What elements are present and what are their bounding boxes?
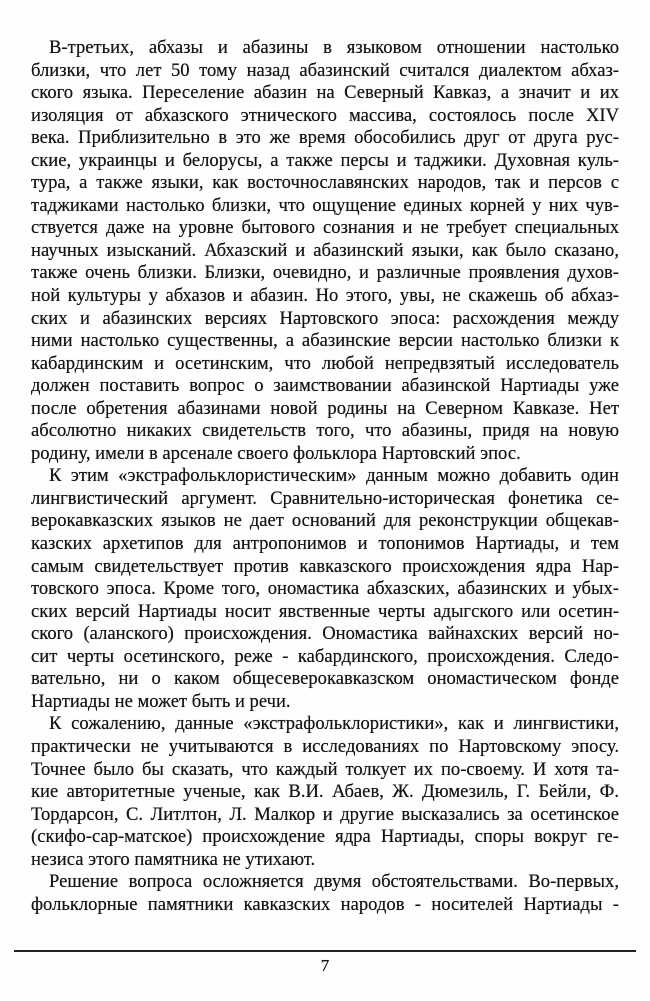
text-line: (скифо-сар-матское) происхождение ядра Нартиады, споры вокруг ге- [31, 826, 619, 848]
text-line: верокавказских языков не дает оснований для реконструкции общекав- [31, 510, 619, 532]
page-number: 7 [320, 956, 330, 975]
text-line: изоляция от абхазского этнического массива, состоялось после XIV [31, 104, 619, 126]
text-line: также очень близки. Близки, очевидно, и различные проявления духов- [31, 262, 619, 284]
text-line: казских архетипов для антропонимов и топонимов Нартиады, и тем [31, 533, 619, 555]
text-line: кие авторитетные ученые, как В.И. Абаев, Ж. Дюмезиль, Г. Бейли, Ф. [31, 781, 619, 803]
text-line: ними настолько существенны, а абазинские версии настолько близки к [31, 330, 619, 352]
text-line: ские, украинцы и белорусы, а также персы и таджики. Духовная куль- [31, 149, 619, 171]
text-line: века. Приблизительно в это же время обособились друг от друга рус- [31, 127, 619, 149]
text-line: К сожалению, данные «экстрафольклористики», как и лингвистики, [49, 713, 619, 735]
text-line: тура, а также языки, как восточнославянских народов, так и персов с [31, 172, 619, 194]
text-line: таджиками настолько близки, что ощущение единых корней у них чув- [31, 194, 619, 216]
text-line: ских версий Нартиады носит явственные черты адыгского или осетин- [31, 600, 619, 622]
text-line: Решение вопроса осложняется двумя обстоятельствами. Во-первых, [49, 871, 619, 893]
text-line: фольклорные памятники кавказских народов - носителей Нартиады - [31, 893, 619, 915]
text-line: ских и абазинских версиях Нартовского эпоса: расхождения между [31, 307, 619, 329]
text-line: ствуется даже на уровне бытового сознания и не требует специальных [31, 217, 619, 239]
text-line: товского эпоса. Кроме того, ономастика абхазских, абазинских и убых- [31, 578, 619, 600]
text-line: должен поставить вопрос о заимствовании абазинской Нартиады уже [31, 375, 619, 397]
text-line: незиса этого памятника не утихают. [31, 848, 316, 870]
text-line: научных изысканий. Абхазский и абазинский языки, как было сказано, [31, 239, 619, 261]
text-line: кабардинским и осетинским, что любой непредвзятый исследователь [31, 352, 619, 374]
text-line: ского языка. Переселение абазин на Северный Кавказ, а значит и их [31, 82, 619, 104]
body-text [31, 37, 619, 916]
text-line: практически не учитываются в исследованиях по Нартовскому эпосу. [31, 735, 619, 757]
text-line: вательно, ни о каком общесеверокавказском ономастическом фонде [31, 668, 619, 690]
text-line: сит черты осетинского, реже - кабардинского, происхождения. Следо- [31, 645, 619, 667]
text-line: после обретения абазинами новой родины на Северном Кавказе. Нет [31, 397, 619, 419]
text-line: близки, что лет 50 тому назад абазинский считался диалектом абхаз- [31, 59, 619, 81]
paragraph [31, 37, 619, 465]
text-line: ной культуры у абхазов и абазин. Но этого, увы, не скажешь об абхаз- [31, 285, 619, 307]
paragraph [31, 713, 619, 871]
text-line: лингвистический аргумент. Сравнительно-историческая фонетика се- [31, 487, 619, 509]
text-line: Тордарсон, С. Литлтон, Л. Малкор и другие высказались за осетинское [31, 803, 619, 825]
footer-divider [14, 950, 636, 952]
text-line: В-третьих, абхазы и абазины в языковом отношении настолько [49, 37, 619, 58]
text-line: Точнее было бы сказать, что каждый толкует их по-своему. И хотя та- [31, 758, 619, 780]
paragraph [31, 871, 619, 916]
text-line: К этим «экстрафольклористическим» данным можно добавить один [49, 465, 619, 487]
text-line: родину, имели в арсенале своего фольклора Нартовский эпос. [31, 442, 521, 464]
paragraph [31, 465, 619, 713]
text-line: абсолютно никаких свидетельств того, что абазины, придя на новую [31, 420, 619, 442]
text-line: Нартиады не может быть и речи. [31, 690, 291, 712]
text-line: ского (аланского) происхождения. Ономастика вайнахских версий но- [31, 623, 619, 645]
text-line: самым свидетельствует против кавказского происхождения ядра Нар- [31, 555, 619, 577]
